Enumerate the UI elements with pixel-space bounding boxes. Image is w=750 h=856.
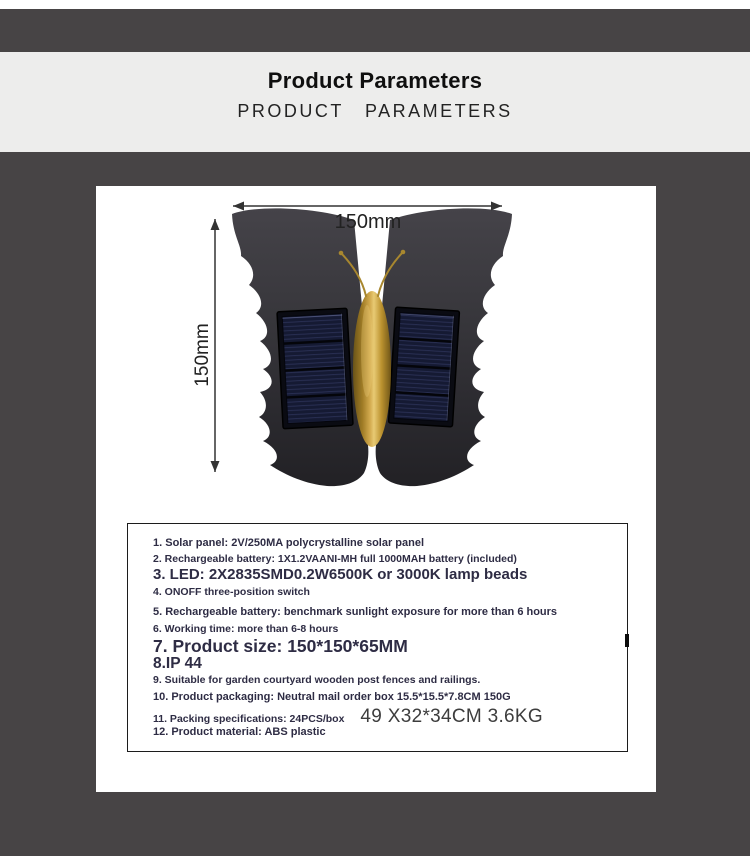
height-dimension-label: 150mm — [192, 323, 213, 387]
spec-item: 10. Product packaging: Neutral mail order box 15.5*15.5*7.8CM 150G — [153, 691, 511, 703]
solar-panel-right — [389, 307, 460, 427]
packing-size-value: 49 X32*34CM 3.6KG — [360, 706, 543, 727]
butterfly-body — [353, 291, 391, 447]
spec-item: 6. Working time: more than 6-8 hours — [153, 623, 339, 635]
spec-item: 12. Product material: ABS plastic — [153, 726, 326, 738]
border-mark — [625, 634, 629, 647]
page-subtitle: PRODUCT PARAMETERS — [237, 101, 513, 121]
page-title: Product Parameters — [267, 68, 483, 93]
solar-panel-left — [277, 308, 353, 429]
spec-item: 2. Rechargeable battery: 1X1.2VAANI-MH full 1000MAH battery (included) — [153, 553, 517, 565]
spec-item: 1. Solar panel: 2V/250MA polycrystalline solar panel — [153, 537, 425, 549]
spec-item-label: 11. Packing specifications: 24PCS/box — [153, 713, 345, 725]
spec-box — [127, 523, 628, 752]
spec-item: 8.IP 44 — [153, 655, 202, 672]
width-dimension-label: 150mm — [334, 211, 402, 233]
spec-item: 9. Suitable for garden courtyard wooden post fences and railings. — [153, 674, 481, 686]
spec-item: 5. Rechargeable battery: benchmark sunlight exposure for more than 6 hours — [153, 606, 558, 618]
spec-item: 4. ONOFF three-position switch — [153, 586, 310, 598]
title-band — [0, 52, 750, 152]
header-dark-band — [0, 9, 750, 52]
spec-item — [153, 706, 619, 727]
product-card — [96, 186, 656, 792]
spec-item: 7. Product size: 150*150*65MM — [153, 636, 408, 656]
spec-item: 3. LED: 2X2835SMD0.2W6500K or 3000K lamp beads — [153, 566, 528, 583]
